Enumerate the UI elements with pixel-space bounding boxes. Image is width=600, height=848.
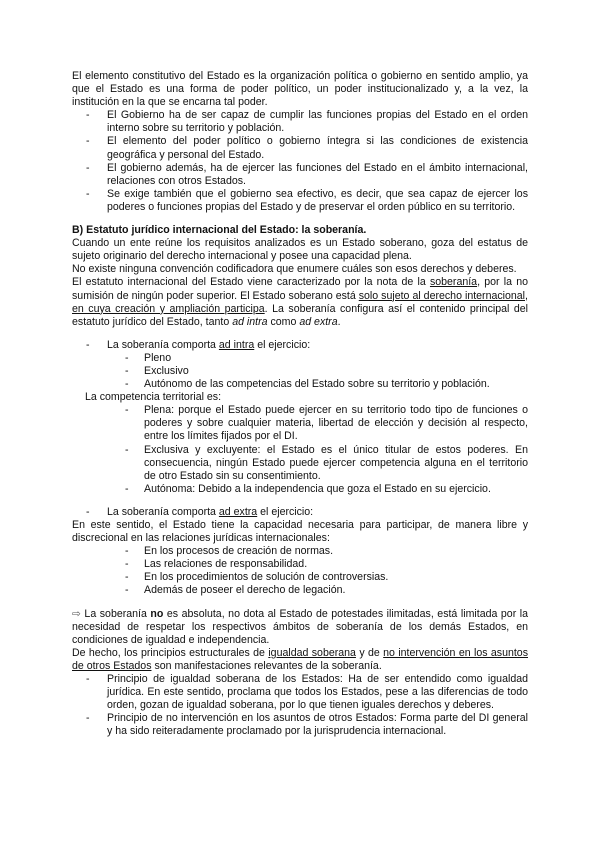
section-heading: B) Estatuto jurídico internacional del Estado: la soberanía. [72, 224, 367, 237]
list-item: - En los procesos de creación de normas. [72, 545, 528, 558]
list-item: - En los procedimientos de solución de controversias. [72, 571, 528, 584]
territorial-list [72, 404, 528, 496]
list-item: - El gobierno además, ha de ejercer las funciones del Estado en el ámbito internacional, relaciones con otros Estados. [72, 162, 528, 188]
list-item: - Principio de no intervención en los asuntos de otros Estados: Forma parte del DI general y ha sido reiteradamente proclamado por la jurisprudencia internacional. [72, 712, 528, 738]
list-item: - Plena: porque el Estado puede ejercer en su territorio todo tipo de funciones o poderes y sobre cualquier materia, libertad de elección y decisión al respecto, entre los límites fijados por el DI. [72, 404, 528, 443]
list-item: - Exclusiva y excluyente: el Estado es el único titular de estos poderes. En consecuencia, ningún Estado puede ejercer competencia alguna en el territorio de otro Estado sin su consentimiento. [72, 444, 528, 483]
list-item: - Además de poseer el derecho de legación. [72, 584, 528, 597]
principles-list [72, 673, 528, 738]
territorial-label: La competencia territorial es: [85, 391, 222, 404]
ad-extra-heading: - La soberanía comporta ad extra el ejercicio: [72, 506, 528, 519]
list-item: - Se exige también que el gobierno sea efectivo, es decir, que sea capaz de ejercer los poderes o funciones propias del Estado y de preservar el orden público en su territorio. [72, 188, 528, 214]
list-item: - Autónomo de las competencias del Estado sobre su territorio y población. [72, 378, 528, 391]
intro-list [72, 109, 528, 214]
list-item: - Las relaciones de responsabilidad. [72, 558, 528, 571]
list-item: - Principio de igualdad soberana de los Estados: Ha de ser entendido como igualdad jurídica. En este sentido, proclama que todos los Estados, pese a las diferencias de todo orden, gozan de igualdad soberana, por lo que tienen iguales derechos y deberes. [72, 673, 528, 712]
list-item: - Pleno [72, 352, 528, 365]
document-page [72, 70, 528, 739]
list-item: - El elemento del poder político o gobierno íntegra si las condiciones de existencia geográfica y personal del Estado. [72, 135, 528, 161]
section-paragraph: No existe ninguna convención codificadora que enumere cuáles son esos derechos y deberes. [72, 263, 517, 276]
list-item: - El Gobierno ha de ser capaz de cumplir las funciones propias del Estado en el orden interno sobre su territorio y población. [72, 109, 528, 135]
ad-extra-paragraph: En este sentido, el Estado tiene la capacidad necesaria para participar, de manera libre y discrecional en las relaciones jurídicas internacionales: [72, 519, 528, 545]
limits-paragraph: ⇨ La soberanía no es absoluta, no dota al Estado de potestades ilimitadas, está limitada por la necesidad de respetar los respectivos ámbitos de soberanía de los demás Estados, en condiciones de igualdad e independencia. [72, 607, 529, 646]
sovereignty-paragraph: El estatuto internacional del Estado viene caracterizado por la nota de la soberanía, por la no sumisión de ningún poder superior. El Estado soberano está solo sujeto al derecho internacional, en cuya creación y ampliación participa. La soberanía configura así el contenido principal del estatuto jurídico del Estado, tanto ad intra como ad extra. [72, 276, 528, 328]
list-item: - Autónoma: Debido a la independencia que goza el Estado en su ejercicio. [72, 483, 528, 496]
principles-paragraph: De hecho, los principios estructurales de igualdad soberana y de no intervención en los asuntos de otros Estados son manifestaciones relevantes de la soberanía. [72, 646, 528, 672]
list-item: - Exclusivo [72, 365, 528, 378]
ad-extra-items [72, 545, 528, 597]
ad-intra-heading: - La soberanía comporta ad intra el ejercicio: [72, 339, 528, 352]
sovereignty-term: soberanía [429, 276, 478, 289]
section-paragraph: Cuando un ente reúne los requisitos analizados es un Estado soberano, goza del estatus de sujeto originario del derecho internacional y posee una capacidad plena. [72, 237, 528, 263]
arrow-icon: ⇨ [72, 607, 81, 620]
intro-paragraph: El elemento constitutivo del Estado es la organización política o gobierno en sentido amplio, ya que el Estado es una forma de poder político, un poder institucionalizado y, a la vez, la institución en la que se encarna tal poder. [72, 70, 528, 109]
ad-extra-list [72, 506, 528, 519]
ad-intra-list [72, 339, 528, 391]
international-law-phrase: solo sujeto al derecho internacional, en cuya creación y ampliación participa [72, 289, 528, 315]
